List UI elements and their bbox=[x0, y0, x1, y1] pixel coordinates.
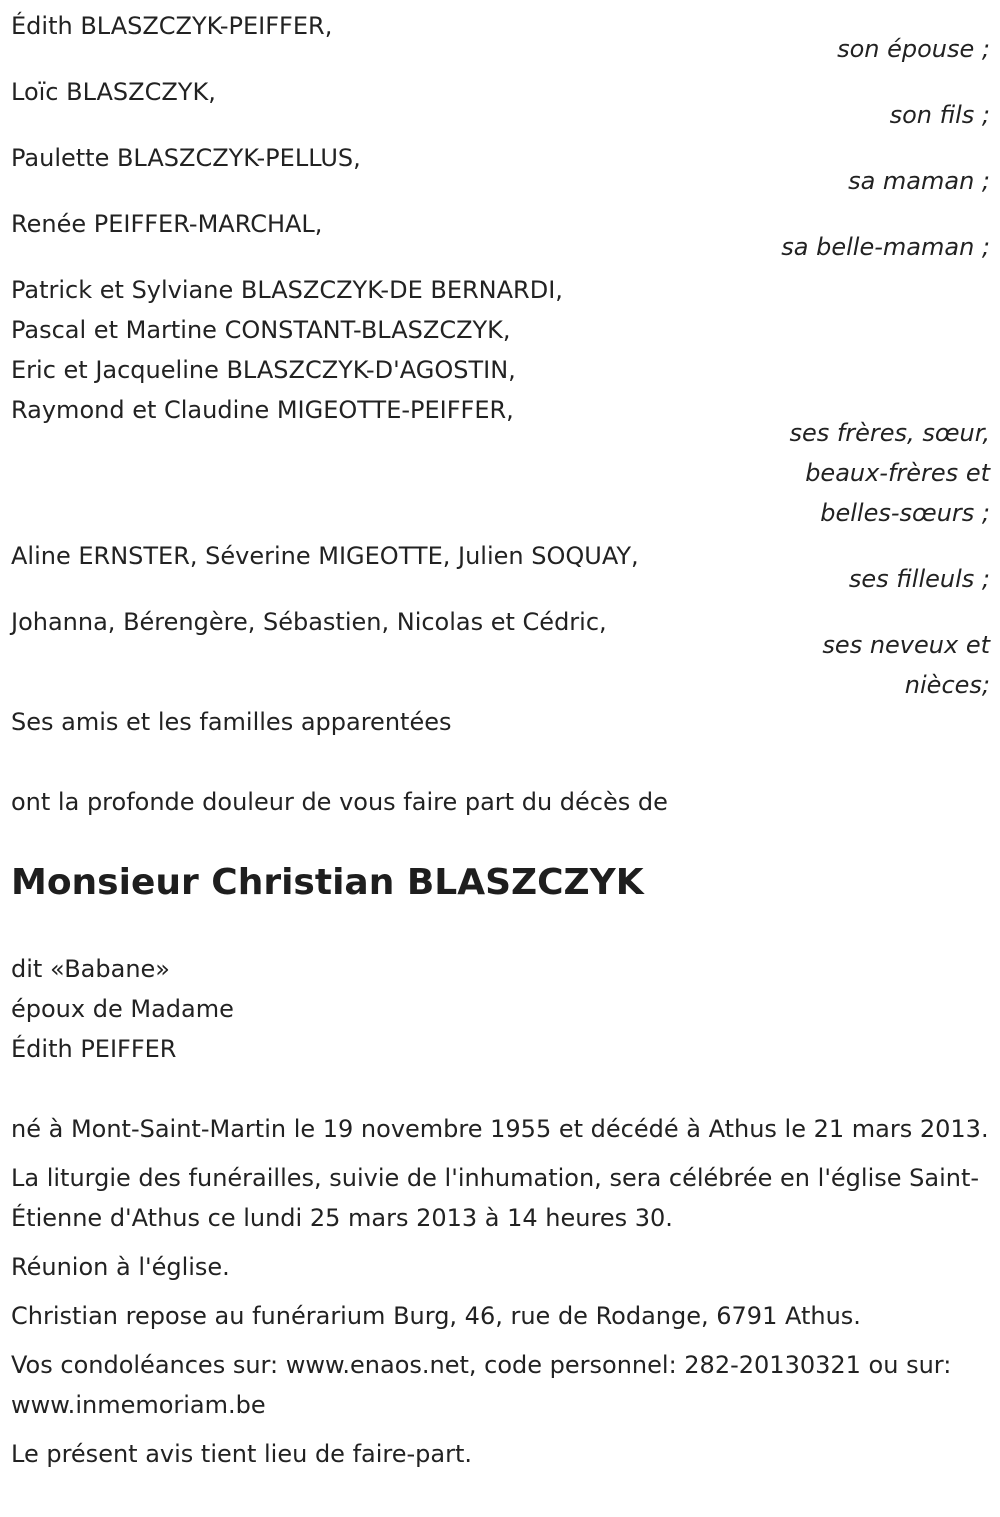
mourner-role: sa maman ; bbox=[848, 167, 990, 195]
funeral-details bbox=[11, 1109, 990, 1474]
mourner-name: Patrick et Sylviane BLASZCZYK-DE BERNARDI, bbox=[11, 276, 563, 304]
mourner-name: Paulette BLASZCZYK-PELLUS, bbox=[11, 144, 361, 172]
mourner-role: ses filleuls ; bbox=[848, 565, 990, 593]
mourner-group-siblings bbox=[11, 270, 990, 533]
mourner-name: Loïc BLASZCZYK, bbox=[11, 78, 216, 106]
mourner-role: son épouse ; bbox=[837, 35, 990, 63]
spouse-of: époux de Madame bbox=[11, 995, 234, 1023]
condolences-paragraph: Vos condoléances sur: www.enaos.net, code personnel: 282-20130321 ou sur: www.inmemoriam.be bbox=[11, 1351, 952, 1419]
mourner-role bbox=[11, 413, 990, 533]
nickname: dit «Babane» bbox=[11, 955, 170, 983]
announcement bbox=[11, 782, 990, 822]
notice-paragraph: Le présent avis tient lieu de faire-part. bbox=[11, 1440, 473, 1468]
announcement-text: ont la profonde douleur de vous faire part du décès de bbox=[11, 788, 668, 816]
mourner-role-line: nièces; bbox=[904, 671, 990, 699]
mourner-group-godchildren bbox=[11, 536, 990, 599]
mourner-group-son bbox=[11, 72, 990, 135]
deceased-aka bbox=[11, 949, 990, 1069]
spouse-name: Édith PEIFFER bbox=[11, 1035, 177, 1063]
mourner-group-mother-in-law bbox=[11, 204, 990, 267]
mourner-group-nephews bbox=[11, 602, 990, 705]
mourner-role-line: ses frères, sœur, bbox=[789, 419, 990, 447]
mourner-name: Pascal et Martine CONSTANT-BLASZCZYK, bbox=[11, 316, 511, 344]
mourner-role: sa belle-maman ; bbox=[781, 233, 990, 261]
deceased-name: Monsieur Christian BLASZCZYK bbox=[11, 862, 644, 903]
mourner-group-spouse bbox=[11, 6, 990, 69]
mourner-role-line: beaux-frères et bbox=[805, 459, 990, 487]
mourner-name: Raymond et Claudine MIGEOTTE-PEIFFER, bbox=[11, 396, 514, 424]
mourner-role-line: ses neveux et bbox=[822, 631, 990, 659]
meeting-paragraph: Réunion à l'église. bbox=[11, 1253, 230, 1281]
mourner-name: Aline ERNSTER, Séverine MIGEOTTE, Julien SOQUAY, bbox=[11, 542, 639, 570]
mourner-name: Édith BLASZCZYK-PEIFFER, bbox=[11, 12, 333, 40]
mourner-role: son fils ; bbox=[889, 101, 990, 129]
friends-line bbox=[11, 702, 990, 742]
funeral-paragraph: La liturgie des funérailles, suivie de l'inhumation, sera célébrée en l'église Saint-Étienne d'Athus ce lundi 25 mars 2013 à 14 heures 30. bbox=[11, 1164, 980, 1232]
mourner-name: Johanna, Bérengère, Sébastien, Nicolas et Cédric, bbox=[11, 608, 607, 636]
mourner-name: Eric et Jacqueline BLASZCZYK-D'AGOSTIN, bbox=[11, 356, 516, 384]
obituary-notice bbox=[11, 6, 990, 1483]
birth-death-paragraph: né à Mont-Saint-Martin le 19 novembre 1955 et décédé à Athus le 21 mars 2013. bbox=[11, 1115, 989, 1143]
funeral-home-paragraph: Christian repose au funérarium Burg, 46, rue de Rodange, 6791 Athus. bbox=[11, 1302, 861, 1330]
mourner-name: Renée PEIFFER-MARCHAL, bbox=[11, 210, 323, 238]
friends-text: Ses amis et les familles apparentées bbox=[11, 708, 452, 736]
mourner-group-mother bbox=[11, 138, 990, 201]
mourner-role-line: belles-sœurs ; bbox=[820, 499, 990, 527]
